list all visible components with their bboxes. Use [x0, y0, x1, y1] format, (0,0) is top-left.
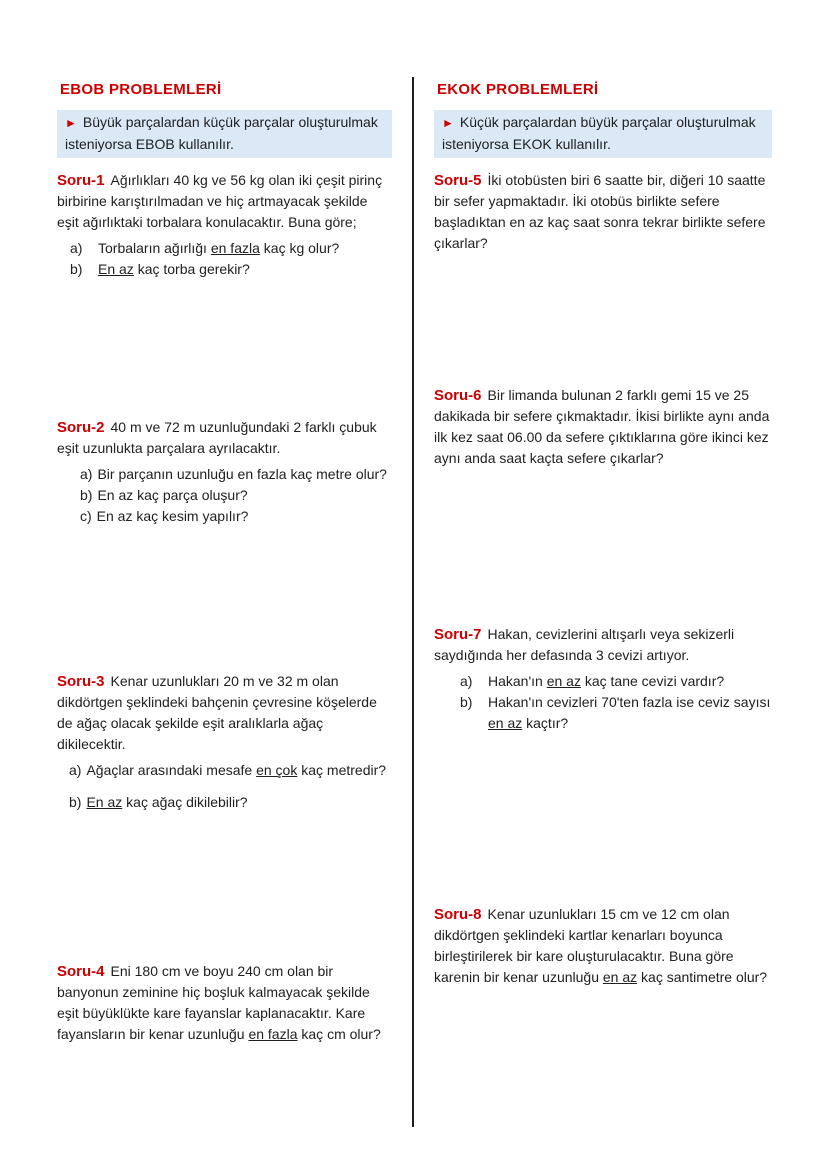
item-marker: b)	[460, 694, 473, 710]
list-item-b	[80, 485, 392, 506]
item-post: kaçtır?	[522, 715, 569, 731]
item-pre: Torbaların ağırlığı	[98, 240, 211, 256]
ebob-info-text: Büyük parçalardan küçük parçalar oluşturulmak isteniyorsa EBOB kullanılır.	[65, 114, 378, 152]
item-marker: b)	[70, 261, 83, 277]
body-pre: Bir limanda bulunan 2 farklı gemi 15 ve 25 dakikada bir sefere çıkmaktadır. İkisi birlikte aynı anda ilk kez saat 06.00 da sefere çıktıklarına göre ikinci kez aynı anda saat kaçta sefere çıkarlar?	[434, 387, 770, 466]
question-label: Soru-7	[434, 626, 482, 643]
ekok-info-text: Küçük parçalardan büyük parçalar oluşturulmak isteniyorsa EKOK kullanılır.	[442, 114, 756, 152]
body-underlined: en az	[602, 969, 638, 985]
item-underlined: en çok	[256, 762, 298, 778]
question-soru-6	[434, 385, 772, 469]
question-soru-7	[434, 624, 772, 734]
question-items	[57, 760, 392, 813]
item-underlined: En az	[98, 261, 134, 277]
item-text	[98, 238, 339, 259]
question-label: Soru-3	[57, 673, 105, 690]
item-text	[97, 485, 247, 506]
question-soru-8	[434, 904, 772, 988]
item-pre: En az kaç parça oluşur?	[97, 487, 248, 503]
question-items	[57, 464, 392, 527]
question-label: Soru-4	[57, 963, 105, 980]
item-underlined: en az	[488, 715, 523, 731]
item-post: kaç ağaç dikilebilir?	[122, 794, 248, 810]
question-label: Soru-8	[434, 906, 482, 923]
item-post: kaç torba gerekir?	[133, 261, 250, 277]
ebob-column	[57, 0, 392, 1171]
question-soru-5	[434, 170, 772, 254]
ebob-infobox	[57, 110, 392, 158]
question-items	[434, 671, 772, 734]
question-items	[57, 238, 392, 280]
list-item-a	[70, 238, 392, 259]
question-soru-1	[57, 170, 392, 280]
item-text	[86, 760, 386, 781]
body-pre: Kenar uzunlukları 15 cm ve 12 cm olan dikdörtgen şeklindeki kartlar kenarları boyunca birleştirilerek bir kare oluşturulacaktır. Buna göre karenin bir kenar uzunluğu	[434, 906, 734, 985]
item-post: kaç kg olur?	[259, 240, 340, 256]
body-underlined: en fazla	[248, 1026, 298, 1042]
list-item-a	[460, 671, 772, 692]
body-pre: İki otobüsten biri 6 saatte bir, diğeri 10 saatte bir sefer yapmaktadır. İki otobüs birlikte sefere başladıktan en az kaç saat sonra tekrar birlikte sefere çıkarlar?	[434, 172, 766, 251]
item-text	[97, 464, 387, 485]
question-text	[434, 385, 772, 469]
triangle-bullet-icon: ►	[65, 116, 77, 130]
item-underlined: En az	[86, 794, 123, 810]
question-soru-4	[57, 961, 392, 1045]
question-text	[57, 961, 392, 1045]
item-pre: Hakan'ın cevizleri 70'ten fazla ise ceviz sayısı	[488, 694, 771, 710]
item-marker: b)	[69, 794, 82, 810]
ekok-heading: EKOK PROBLEMLERİ	[437, 81, 599, 98]
item-marker: c)	[80, 508, 92, 524]
item-text	[86, 792, 247, 813]
ekok-infobox	[434, 110, 772, 158]
question-soru-2	[57, 417, 392, 527]
list-item-a	[80, 464, 392, 485]
body-pre: Ağırlıkları 40 kg ve 56 kg olan iki çeşit pirinç birbirine karıştırılmadan ve hiç artmayacak şekilde eşit ağırlıktaki torbalara konulacaktır. Buna göre;	[57, 172, 383, 230]
list-item-b	[69, 792, 392, 813]
body-pre: Hakan, cevizlerini altışarlı veya sekizerli saydığında her defasında 3 cevizi artıyor.	[434, 626, 735, 663]
question-text	[434, 904, 772, 988]
item-underlined: en fazla	[210, 240, 260, 256]
question-text	[57, 170, 392, 233]
list-item-c	[80, 506, 392, 527]
body-post: kaç cm olur?	[297, 1026, 381, 1042]
item-marker: a)	[460, 673, 473, 689]
question-label: Soru-5	[434, 172, 482, 189]
list-item-a	[69, 760, 392, 781]
item-text	[98, 259, 250, 280]
question-text	[434, 170, 772, 254]
body-pre: Eni 180 cm ve boyu 240 cm olan bir banyonun zeminine hiç boşluk kalmayacak şekilde eşit büyüklükte kare fayanslar kaplanacaktır. Kare fayansların bir kenar uzunluğu	[57, 963, 370, 1042]
question-text	[57, 671, 392, 755]
item-text	[97, 506, 249, 527]
question-text	[434, 624, 772, 666]
item-marker: b)	[80, 487, 93, 503]
item-marker: a)	[80, 466, 93, 482]
list-item-b	[70, 259, 392, 280]
body-post: kaç santimetre olur?	[637, 969, 768, 985]
item-text	[488, 692, 772, 734]
item-marker: a)	[69, 762, 82, 778]
question-label: Soru-1	[57, 172, 105, 189]
item-marker: a)	[70, 240, 83, 256]
column-divider	[412, 77, 414, 1127]
item-pre: Bir parçanın uzunluğu en fazla kaç metre olur?	[97, 466, 387, 482]
question-text	[57, 417, 392, 459]
item-pre: En az kaç kesim yapılır?	[96, 508, 249, 524]
list-item-b	[460, 692, 772, 734]
question-soru-3	[57, 671, 392, 813]
question-label: Soru-2	[57, 419, 105, 436]
triangle-bullet-icon: ►	[442, 116, 454, 130]
body-pre: Kenar uzunlukları 20 m ve 32 m olan dikdörtgen şeklindeki bahçenin çevresine köşelerde de ağaç olacak şekilde eşit aralıklarla ağaç dikilecektir.	[57, 673, 377, 752]
item-post: kaç metredir?	[297, 762, 387, 778]
item-post: kaç tane cevizi vardır?	[580, 673, 725, 689]
question-label: Soru-6	[434, 387, 482, 404]
item-underlined: en az	[546, 673, 581, 689]
item-pre: Ağaçlar arasındaki mesafe	[86, 762, 257, 778]
item-text	[488, 671, 724, 692]
ekok-column	[434, 0, 772, 1171]
body-pre: 40 m ve 72 m uzunluğundaki 2 farklı çubuk eşit uzunlukta parçalara ayrılacaktır.	[57, 419, 377, 456]
ebob-heading: EBOB PROBLEMLERİ	[60, 81, 222, 98]
item-pre: Hakan'ın	[488, 673, 547, 689]
